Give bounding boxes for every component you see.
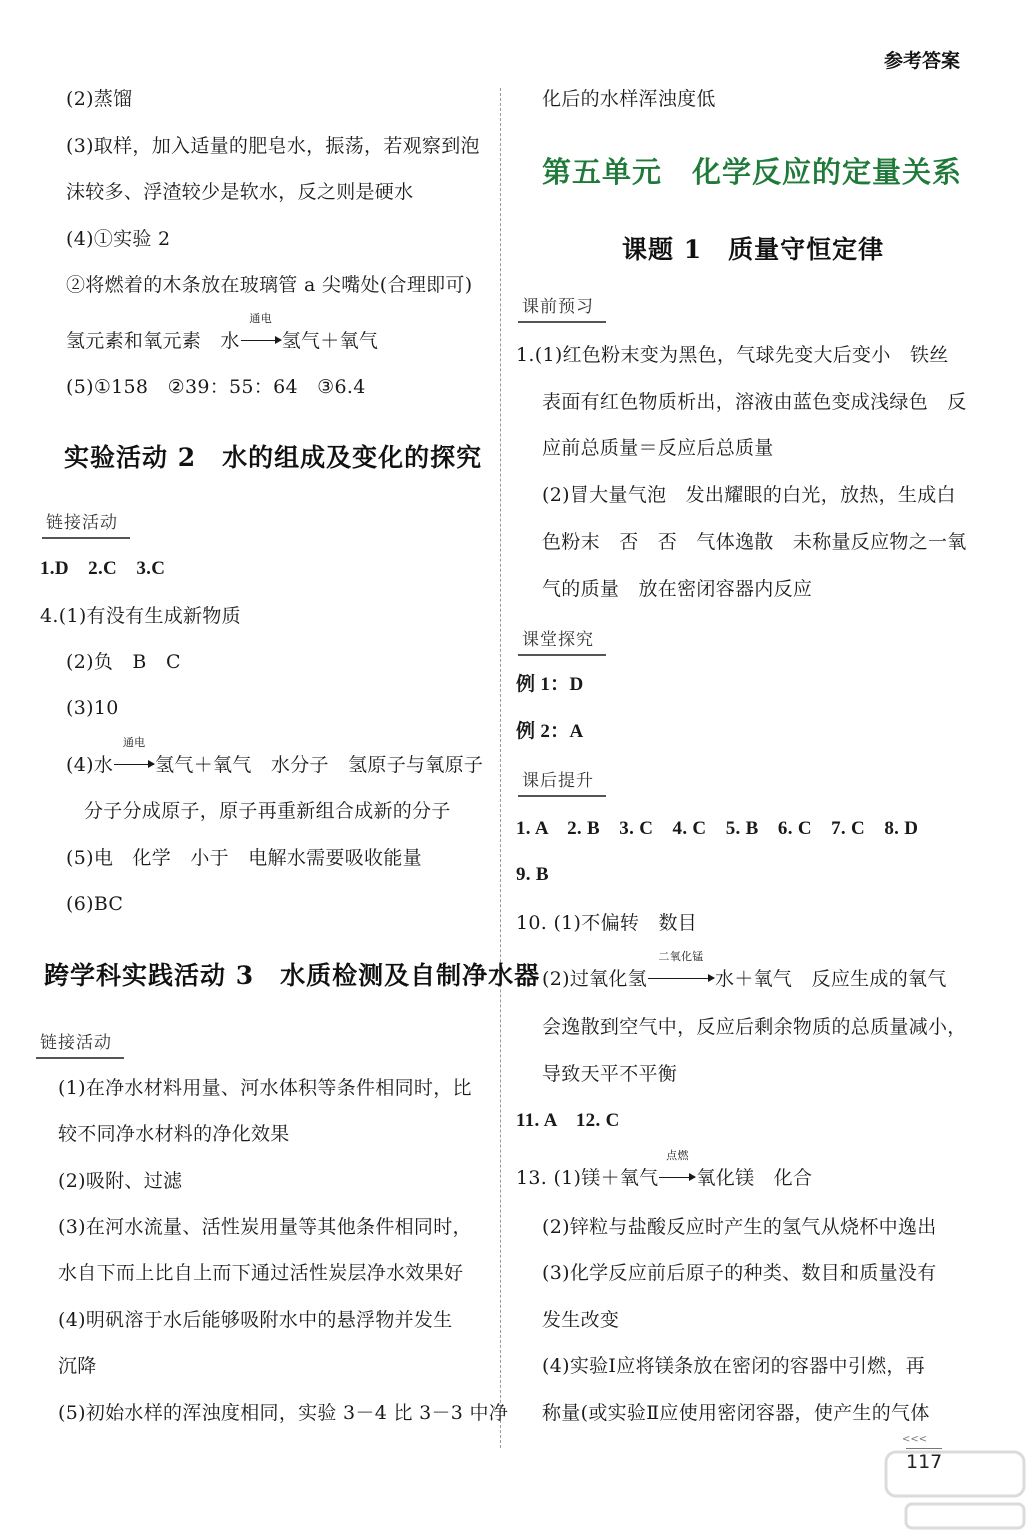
answer-line: 9. B xyxy=(516,864,549,885)
text-line: 会逸散到空气中，反应后剩余物质的总质量减小， xyxy=(542,1016,967,1038)
answer-line: 例 1：D xyxy=(516,674,584,695)
section-tag: 课后提升 xyxy=(522,766,602,794)
text-line: (3)在河水流量、活性炭用量等其他条件相同时， xyxy=(58,1216,472,1238)
equation-right: 氢气＋氧气 水分子 氢原子与氧原子 xyxy=(155,754,484,776)
text-line: 称量(或实验Ⅱ应使用密闭容器，使产生的气体 xyxy=(542,1402,930,1424)
text-line: 沉降 xyxy=(58,1355,97,1377)
reaction-arrow xyxy=(659,1149,695,1191)
column-divider xyxy=(500,88,501,1448)
lesson-title: 课题 1 质量守恒定律 xyxy=(622,235,885,264)
page-marks: <<< xyxy=(902,1434,928,1445)
text-line: 应前总质量＝反应后总质量 xyxy=(542,437,774,459)
header-label: 参考答案 xyxy=(883,50,960,72)
text-line: 水自下而上比自上而下通过活性炭层净水效果好 xyxy=(58,1262,464,1284)
text-line: 化后的水样浑浊度低 xyxy=(542,88,716,110)
equation-left: 13. (1)镁＋氧气 xyxy=(516,1167,659,1189)
section-tag: 链接活动 xyxy=(40,1028,120,1056)
text-line: 色粉末 否 否 气体逸散 未称量反应物之一氧 xyxy=(542,531,967,553)
reaction-condition: 通电 xyxy=(122,736,146,749)
equation-line xyxy=(66,736,484,778)
text-line: (5)初始水样的浑浊度相同，实验 3－4 比 3－3 中净 xyxy=(58,1402,509,1424)
reaction-condition: 二氧化锰 xyxy=(658,950,704,963)
text-line: 发生改变 xyxy=(542,1309,620,1331)
text-line: (4)实验Ⅰ应将镁条放在密闭的容器中引燃，再 xyxy=(542,1355,926,1377)
section-tag: 链接活动 xyxy=(46,508,126,536)
text-line: (4)明矾溶于水后能够吸附水中的悬浮物并发生 xyxy=(58,1309,453,1331)
equation-right: 氢气＋氧气 xyxy=(281,330,379,352)
equation-line xyxy=(516,1149,813,1191)
text-line: (5)电 化学 小于 电解水需要吸收能量 xyxy=(66,847,422,869)
text-line: (2)蒸馏 xyxy=(66,88,133,110)
unit-title: 第五单元 化学反应的定量关系 xyxy=(542,155,963,189)
text-line: 导致天平不平衡 xyxy=(542,1063,678,1085)
answer-line: 1. A 2. B 3. C 4. C 5. B 6. C 7. C 8. D xyxy=(516,818,919,839)
text-line: (1)在净水材料用量、河水体积等条件相同时，比 xyxy=(58,1077,472,1099)
section-tag: 课堂探究 xyxy=(522,625,602,653)
text-line: 气的质量 放在密闭容器内反应 xyxy=(542,578,813,600)
text-line: (2)吸附、过滤 xyxy=(58,1170,183,1192)
answer-line: 例 2：A xyxy=(516,721,584,742)
text-line: (5)①158 ②39：55：64 ③6.4 xyxy=(66,376,366,398)
text-line: 沫较多、浮渣较少是软水，反之则是硬水 xyxy=(66,181,414,203)
equation-left: (4)水 xyxy=(66,754,114,776)
reaction-arrow xyxy=(114,736,154,778)
page-number: 117 xyxy=(906,1448,942,1473)
text-line: (3)10 xyxy=(66,697,119,719)
equation-line xyxy=(542,950,947,992)
text-line: (3)取样，加入适量的肥皂水，振荡，若观察到泡 xyxy=(66,135,480,157)
equation-right: 水＋氧气 反应生成的氧气 xyxy=(715,968,947,990)
activity-2-title: 实验活动 2 水的组成及变化的探究 xyxy=(64,443,483,472)
text-line: (2)负 B C xyxy=(66,651,181,673)
answer-line: 11. A 12. C xyxy=(516,1110,620,1131)
equation-left: (2)过氧化氢 xyxy=(542,968,648,990)
text-line: 10. (1)不偏转 数目 xyxy=(516,912,698,934)
watermark-logo-icon xyxy=(880,1448,1030,1534)
equation-line xyxy=(66,312,379,354)
text-line: 4.(1)有没有生成新物质 xyxy=(40,605,241,627)
text-line: 分子分成原子，原子再重新组合成新的分子 xyxy=(84,800,451,822)
text-line: 较不同净水材料的净化效果 xyxy=(58,1123,290,1145)
text-line: ②将燃着的木条放在玻璃管 a 尖嘴处(合理即可) xyxy=(66,274,473,296)
reaction-condition: 点燃 xyxy=(666,1149,689,1162)
reaction-arrow xyxy=(648,950,714,992)
text-line: 1.(1)红色粉末变为黑色，气球先变大后变小 铁丝 xyxy=(516,344,949,366)
reaction-arrow xyxy=(241,312,281,354)
text-line: (6)BC xyxy=(66,893,124,915)
equation-left: 氢元素和氧元素 水 xyxy=(66,330,240,352)
section-tag: 课前预习 xyxy=(522,292,602,320)
text-line: 表面有红色物质析出，溶液由蓝色变成浅绿色 反 xyxy=(542,391,967,413)
text-line: (3)化学反应前后原子的种类、数目和质量没有 xyxy=(542,1262,937,1284)
text-line: (2)冒大量气泡 发出耀眼的白光，放热，生成白 xyxy=(542,484,956,506)
reaction-condition: 通电 xyxy=(249,312,272,325)
text-line: (4)①实验 2 xyxy=(66,228,171,250)
answer-line: 1.D 2.C 3.C xyxy=(40,558,166,579)
activity-3-title: 跨学科实践活动 3 水质检测及自制净水器 xyxy=(44,961,541,990)
text-line: (2)锌粒与盐酸反应时产生的氢气从烧杯中逸出 xyxy=(542,1216,937,1238)
equation-right: 氧化镁 化合 xyxy=(696,1167,813,1189)
